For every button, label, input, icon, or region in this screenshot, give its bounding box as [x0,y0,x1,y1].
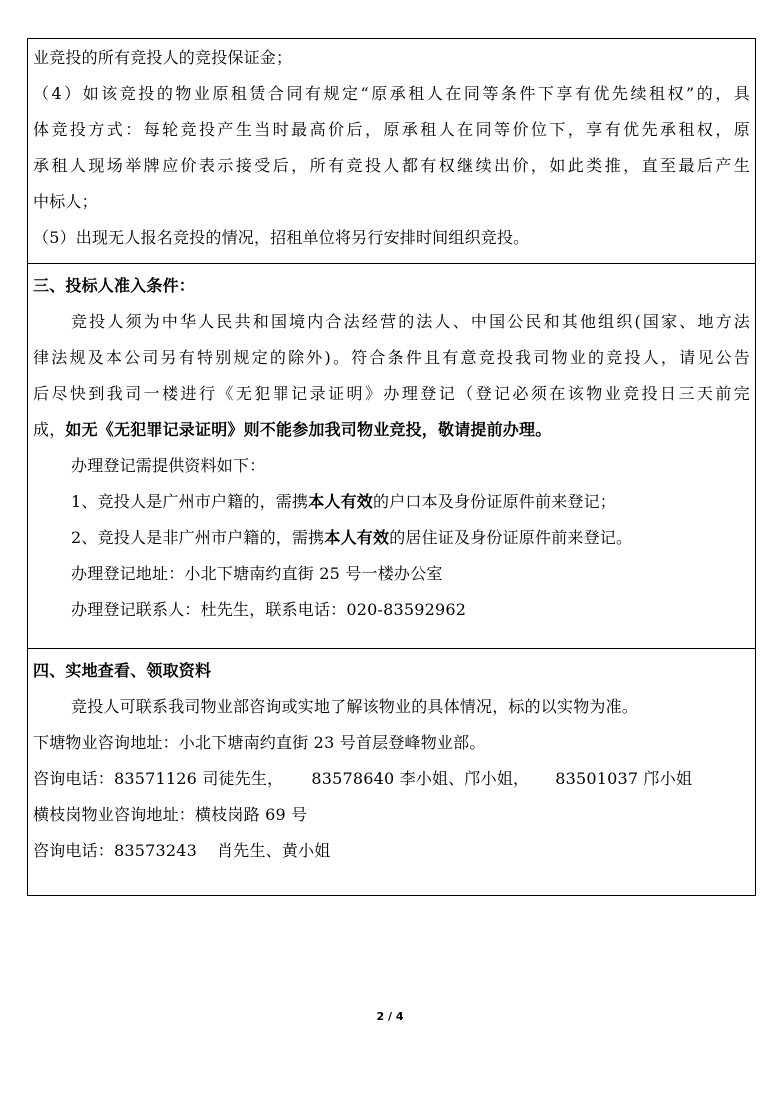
registration-address: 办理登记地址：小北下塘南约直街 25 号一楼办公室 [71,564,443,583]
page-number: 2 / 4 [376,1010,404,1023]
paragraph-line: 后尽快到我司一楼进行《无犯罪记录证明》办理登记（登记必须在该物业竞投日三天前完 [33,384,750,403]
phone-entry: 咨询电话：83573243 [33,841,198,860]
paragraph-line: 竞投人可联系我司物业部咨询或实地了解该物业的具体情况，标的以实物为准。 [71,697,639,716]
text-line: （4）如该竞投的物业原租赁合同有规定“原承租人在同等条件下享有优先续租权”的，具 [33,84,750,103]
text-line: 体竞投方式：每轮竞投产生当时最高价后，原承租人在同等价位下，享有优先承租权，原 [33,120,750,139]
text-span: 成， [33,420,66,439]
consult-phones [33,761,750,797]
text-span: 1、竞投人是广州市户籍的，需携 [71,492,309,511]
consult-phones [33,833,750,869]
section-bidder-eligibility [28,263,755,648]
list-item [33,484,750,520]
consult-address: 横枝岗物业咨询地址：横枝岗路 69 号 [33,805,308,824]
content-table [27,38,756,896]
bold-text: 本人有效 [324,528,390,547]
registration-contact: 办理登记联系人：杜先生，联系电话：020-83592962 [71,600,467,619]
text-span: 的户口本及身份证原件前来登记； [373,492,617,511]
text-line: 业竞投的所有竞投人的竞投保证金； [33,48,293,67]
list-item [33,520,750,556]
section-heading: 四、实地查看、领取资料 [33,661,212,680]
text-span: 的居住证及身份证原件前来登记。 [389,528,633,547]
text-line: 承租人现场举牌应价表示接受后，所有竞投人都有权继续出价，如此类推，直至最后产生 [33,156,750,175]
phone-entry: 83501037 邝小姐 [555,769,693,788]
consult-address: 下塘物业咨询地址：小北下塘南约直街 23 号首层登峰物业部。 [33,733,486,752]
section-bidding-rules [28,39,755,263]
text-line: 中标人； [33,192,98,211]
phone-entry: 83578640 李小姐、邝小姐， [311,769,530,788]
bold-text: 本人有效 [308,492,373,511]
section-site-visit [28,648,755,895]
paragraph-line [33,412,750,448]
phone-entry: 肖先生、黄小姐 [217,841,331,860]
text-span: 2、竞投人是非广州市户籍的，需携 [71,528,325,547]
text-line: （5）出现无人报名竞投的情况，招租单位将另行安排时间组织竞投。 [33,228,530,247]
phone-entry: 咨询电话：83571126 司徒先生， [33,769,284,788]
paragraph-line: 律法规及本公司另有特别规定的除外)。符合条件且有意竞投我司物业的竞投人，请见公告 [33,348,750,367]
paragraph-line: 办理登记需提供资料如下： [71,456,266,475]
paragraph-line: 竞投人须为中华人民共和国境内合法经营的法人、中国公民和其他组织(国家、地方法 [71,312,750,331]
bold-notice: 如无《无犯罪记录证明》则不能参加我司物业竞投，敬请提前办理。 [65,420,552,439]
section-heading: 三、投标人准入条件： [33,276,196,295]
